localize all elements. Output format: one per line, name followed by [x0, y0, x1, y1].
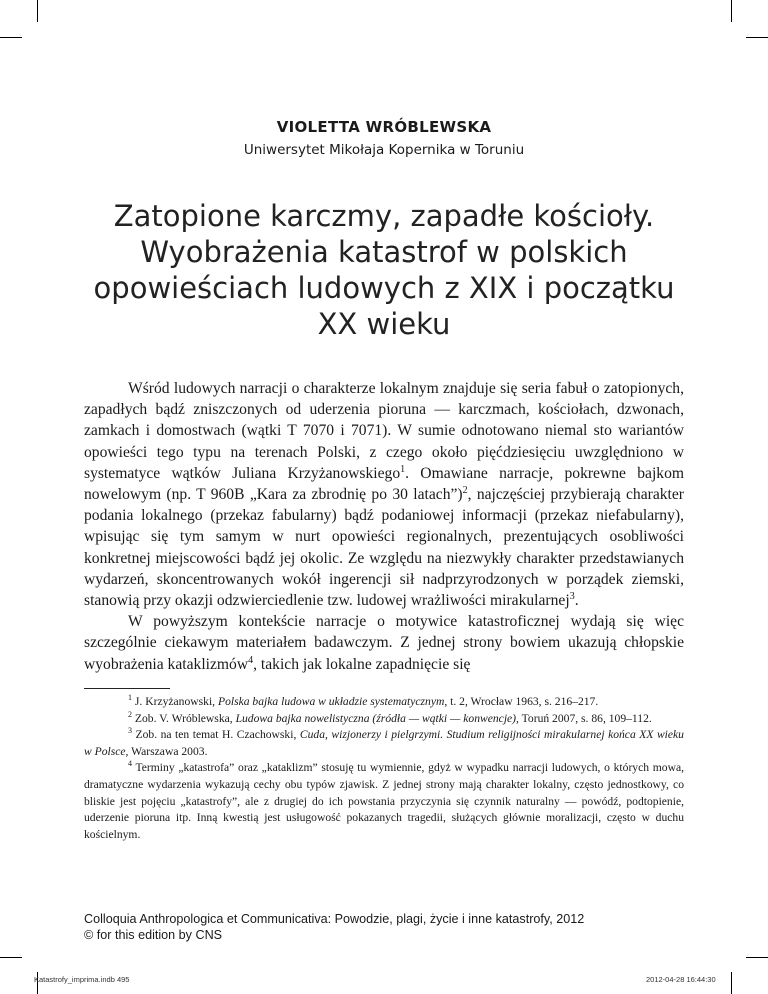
crop-mark: [746, 957, 768, 958]
journal-citation: Colloquia Anthropologica et Communicativa: Powodzie, plagi, życie i inne katastrofy, 2012: [84, 912, 585, 926]
footnote-ref[interactable]: 4: [248, 654, 254, 666]
crop-mark: [37, 0, 38, 22]
footnote: $^4$ Terminy „katastrofa” oraz „kataklizm” stosuję tu wymiennie, gdyż w wypadku narracji ludowych, o których mowa, dramatyczne wydarzenia wykazują cechy obu typów zjawisk. Z jednej strony mają charakter lokalny, często jednostkowy, co bliskie jest pojęciu „katastrofy”, ale z drugiej do ich powstania przyczynia się czynnik naturalny — powódź, podtopienie, uderzenie pioruna itp. Inną kwestią jest usługowość pokazanych tragedii, służących głównie moralizacji, często w duchu kościelnym.: [84, 759, 684, 841]
footnote-ref[interactable]: 3: [569, 590, 575, 602]
footnote: $^1$ J. Krzyżanowski, Polska bajka ludowa w układzie systematycznym, t. 2, Wrocław 1963, s. 216–217.: [128, 693, 599, 708]
print-slug-timestamp: 2012-04-28 16:44:30: [646, 975, 716, 984]
author-name: VIOLETTA WRÓBLEWSKA: [276, 118, 492, 136]
crop-mark: [0, 957, 22, 958]
paragraph: W powyższym kontekście narracje o motywice katastroficznej wydają się więc szczególnie ciekawym materiałem badawczym. Z jednej strony bowiem ukazują chłopskie wyobrażenia kataklizmów$^4$, takich jak lokalne zapadnięcie się: [84, 613, 684, 673]
footnote-divider: [84, 688, 170, 689]
print-slug-file: Katastrofy_imprima.indb 495: [34, 975, 130, 984]
article-title: Zatopione karczmy, zapadłe kościoły. Wyobrażenia katastrof w polskich opowieściach ludowych z XIX i początku XX wieku: [93, 199, 675, 341]
paragraph: Wśród ludowych narracji o charakterze lokalnym znajduje się seria fabuł o zatopionych, zapadłych bądź zniszczonych od uderzenia pioruna — karczmach, kościołach, dzwonach, zamkach i domostwach (wątki T 7070 i 7071). W sumie odnotowano niemal sto wariantów opowieści tego typu na terenach Polski, z czego około pięćdziesięciu uwzględniono w systematyce wątków Juliana Krzyżanowskiego$^1$. Omawiane narracje, pokrewne bajkom nowelowym (np. T 960B „Kara za zbrodnię po 30 latach”)$^2$, najczęściej przybierają charakter podania lokalnego (przekaz fabularny) bądź podaniowej informacji (przekaz niefabularny), wpisując się tym samym w nurt opowieści regionalnych, prezentujących osobliwości konkretnej miejscowości bądź jej okolic. Ze względu na niezwykły charakter przedstawianych wydarzeń, skoncentrowanych wokół ingerencji sił nadprzyrodzonych w porządek ziemski, stanowią przy okazji odzwierciedlenie tzw. ludowej wrażliwości mirakularnej$^3$.: [84, 380, 684, 610]
body-text: [84, 378, 684, 675]
footnotes: [84, 694, 684, 843]
journal-footer: [84, 912, 704, 943]
crop-mark: [0, 37, 22, 38]
crop-mark: [731, 0, 732, 22]
copyright-line: © for this edition by CNS: [84, 927, 223, 942]
footnote: $^2$ Zob. V. Wróblewska, Ludowa bajka nowelistyczna (źródła — wątki — konwencje), Toruń 2007, s. 86, 109–112.: [128, 709, 652, 725]
crop-mark: [746, 37, 768, 38]
crop-mark: [731, 972, 732, 994]
footnote-ref[interactable]: 1: [400, 463, 406, 475]
author-affiliation: Uniwersytet Mikołaja Kopernika w Toruniu: [243, 142, 525, 158]
footnote: $^3$ Zob. na ten temat H. Czachowski, Cuda, wizjonerzy i pielgrzymi. Studium religijności mirakularnej końca XX wieku w Polsce, Warszawa 2003.: [84, 726, 684, 758]
footnote-ref[interactable]: 2: [462, 484, 468, 496]
